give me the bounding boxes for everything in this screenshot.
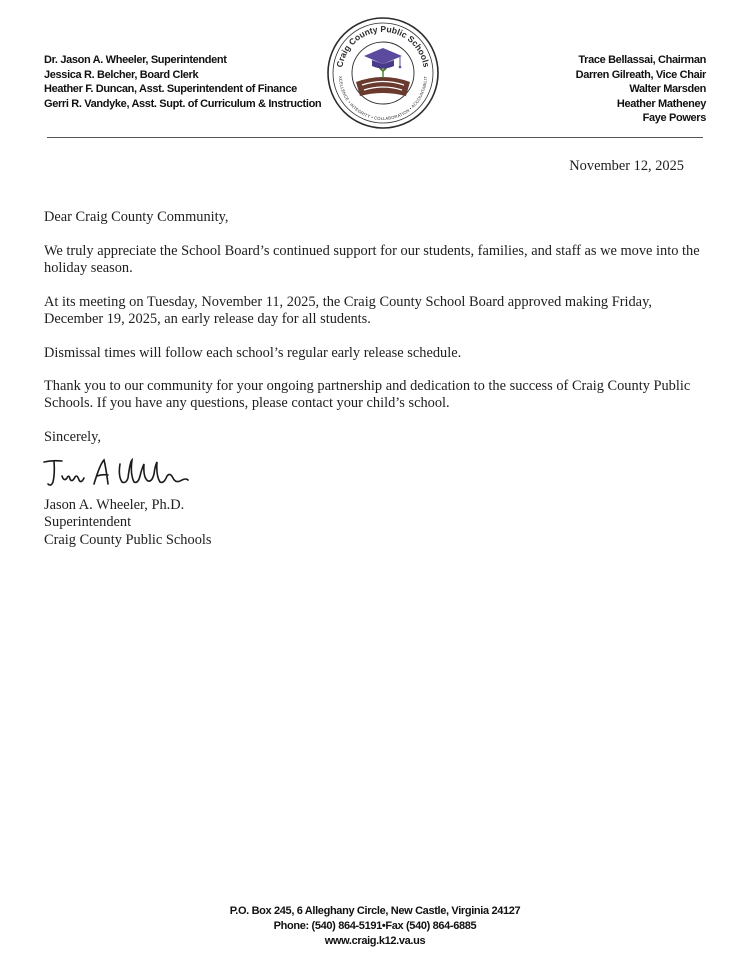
board-line: Trace Bellassai, Chairman <box>578 54 706 66</box>
signer-title: Superintendent <box>44 514 132 531</box>
footer-website: www.craig.k12.va.us <box>324 935 426 947</box>
header-divider <box>47 137 703 138</box>
salutation: Dear Craig County Community, <box>44 209 229 225</box>
admin-line: Dr. Jason A. Wheeler, Superintendent <box>44 54 227 66</box>
letterhead-footer <box>0 904 750 949</box>
board-line: Walter Marsden <box>629 83 706 96</box>
svg-text:Craig County Public Schools: Craig County Public Schools <box>334 23 432 69</box>
handwritten-signature <box>42 454 192 498</box>
admin-line: Gerri R. Vandyke, Asst. Supt. of Curriculum & Instruction <box>44 97 322 110</box>
closing: Sincerely, <box>44 429 102 445</box>
letter-date: November 12, 2025 <box>569 158 684 174</box>
paragraph: Dismissal times will follow each school’s regular early release schedule. <box>44 345 462 361</box>
board-line: Darren Gilreath, Vice Chair <box>575 68 706 81</box>
footer-address: P.O. Box 245, 6 Alleghany Circle, New Castle, Virginia 24127 <box>229 905 521 917</box>
signer-organization: Craig County Public Schools <box>44 531 212 548</box>
paragraph: Thank you to our community for your ongoing partnership and dedication to the success of Craig County Public Schools. If you have any questions, please contact your child’s school. <box>44 378 691 412</box>
board-line: Faye Powers <box>642 112 706 125</box>
footer-contact: Phone: (540) 864-5191•Fax (540) 864-6885 <box>273 920 477 932</box>
administration-list <box>44 53 321 111</box>
paragraph: We truly appreciate the School Board’s continued support for our students, families, and staff as we move into the holiday season. <box>44 243 700 277</box>
signer-name: Jason A. Wheeler, Ph.D. <box>44 497 185 513</box>
admin-line: Heather F. Duncan, Asst. Superintendent of Finance <box>44 83 297 96</box>
admin-line: Jessica R. Belcher, Board Clerk <box>44 68 199 81</box>
board-line: Heather Matheney <box>616 97 706 110</box>
svg-text:EXCELLENCE • INTEGRITY • COLLA: XCELLENCE • INTEGRITY • COLLABORATION • ACCOUNTABILIT <box>337 75 429 122</box>
paragraph: At its meeting on Tuesday, November 11, 2025, the Craig County School Board approved making Friday, December 19, 2025, an early release day for all students. <box>44 294 652 328</box>
school-seal-logo <box>326 16 440 130</box>
signer-block <box>44 497 704 549</box>
board-members-list <box>576 53 706 126</box>
